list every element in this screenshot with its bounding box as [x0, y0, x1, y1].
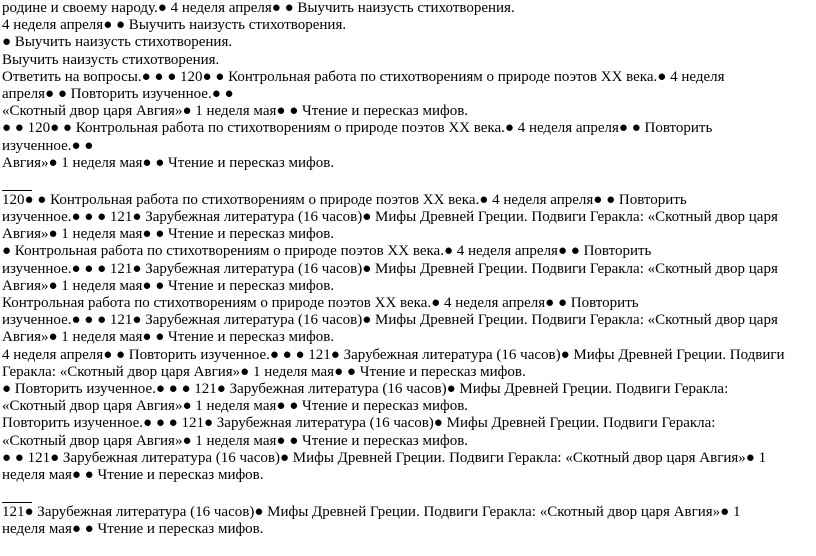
- text-line: Геракла: «Скотный двор царя Авгия»● 1 неделя мая● ● Чтение и пересказ мифов.: [2, 363, 526, 380]
- text-line: неделя мая● ● Чтение и пересказ мифов.: [2, 466, 264, 483]
- text-line: Контрольная работа по стихотворениям о природе поэтов XX века.● 4 неделя апреля● ● Повторить: [2, 295, 639, 311]
- text-line: ● Повторить изученное.● ● ● 121● Зарубежная литература (16 часов)● Мифы Древней Греции. Подвиги Геракла:: [2, 380, 729, 397]
- text-line: Ответить на вопросы.● ● ● 120● ● Контрольная работа по стихотворениям о природе поэтов XX века.● 4 неделя: [2, 68, 725, 85]
- text-line: ● Выучить наизусть стихотворения.: [2, 34, 233, 51]
- text-line: Авгия»● 1 неделя мая● ● Чтение и пересказ мифов.: [2, 277, 335, 294]
- text-line: Выучить наизусть стихотворения.: [2, 51, 220, 68]
- text-line: изученное.● ● ● 121● Зарубежная литература (16 часов)● Мифы Древней Греции. Подвиги Геракла: «Скотный двор царя: [2, 260, 778, 277]
- text-line: ● ● 120● ● Контрольная работа по стихотворениям о природе поэтов XX века.● 4 неделя апреля● ● Повторить: [2, 120, 713, 137]
- text-line: ● Контрольная работа по стихотворениям о природе поэтов XX века.● 4 неделя апреля● ● Повторить: [2, 243, 652, 260]
- text-line: Авгия»● 1 неделя мая● ● Чтение и пересказ мифов.: [2, 154, 335, 171]
- text-line: апреля● ● Повторить изученное.● ●: [2, 85, 234, 102]
- text-line: «Скотный двор царя Авгия»● 1 неделя мая● ● Чтение и пересказ мифов.: [2, 432, 469, 449]
- text-line: родине и своему народу.● 4 неделя апреля● ● Выучить наизусть стихотворения.: [2, 0, 515, 16]
- text-line: неделя мая● ● Чтение и пересказ мифов.: [2, 521, 264, 538]
- text-line: Авгия»● 1 неделя мая● ● Чтение и пересказ мифов.: [2, 226, 335, 243]
- text-line: «Скотный двор царя Авгия»● 1 неделя мая● ● Чтение и пересказ мифов.: [2, 398, 469, 415]
- text-line: ● ● 121● Зарубежная литература (16 часов)● Мифы Древней Греции. Подвиги Геракла: «Скотный двор царя Авгия»● 1: [2, 449, 767, 466]
- section-divider: [2, 172, 816, 192]
- text-line: Авгия»● 1 неделя мая● ● Чтение и пересказ мифов.: [2, 329, 335, 346]
- text-line: изученное.● ● ● 121● Зарубежная литература (16 часов)● Мифы Древней Греции. Подвиги Геракла: «Скотный двор царя: [2, 209, 778, 226]
- text-line: 4 неделя апреля● ● Повторить изученное.● ● ● 121● Зарубежная литература (16 часов)● Мифы Древней Греции. Подвиги: [2, 346, 785, 363]
- text-line: «Скотный двор царя Авгия»● 1 неделя мая● ● Чтение и пересказ мифов.: [2, 103, 469, 120]
- text-line: изученное.● ● ● 121● Зарубежная литература (16 часов)● Мифы Древней Греции. Подвиги Геракла: «Скотный двор царя: [2, 312, 778, 329]
- section-divider: [2, 484, 816, 504]
- text-line: 121● Зарубежная литература (16 часов)● Мифы Древней Греции. Подвиги Геракла: «Скотный двор царя Авгия»● 1: [2, 504, 741, 521]
- text-line: Повторить изученное.● ● ● 121● Зарубежная литература (16 часов)● Мифы Древней Греции. Подвиги Геракла:: [2, 415, 716, 432]
- text-line: изученное.● ●: [2, 137, 94, 154]
- text-line: 4 неделя апреля● ● Выучить наизусть стихотворения.: [2, 17, 347, 34]
- text-line: 120● ● Контрольная работа по стихотворениям о природе поэтов XX века.● 4 неделя апреля● ● Повторить: [2, 191, 687, 208]
